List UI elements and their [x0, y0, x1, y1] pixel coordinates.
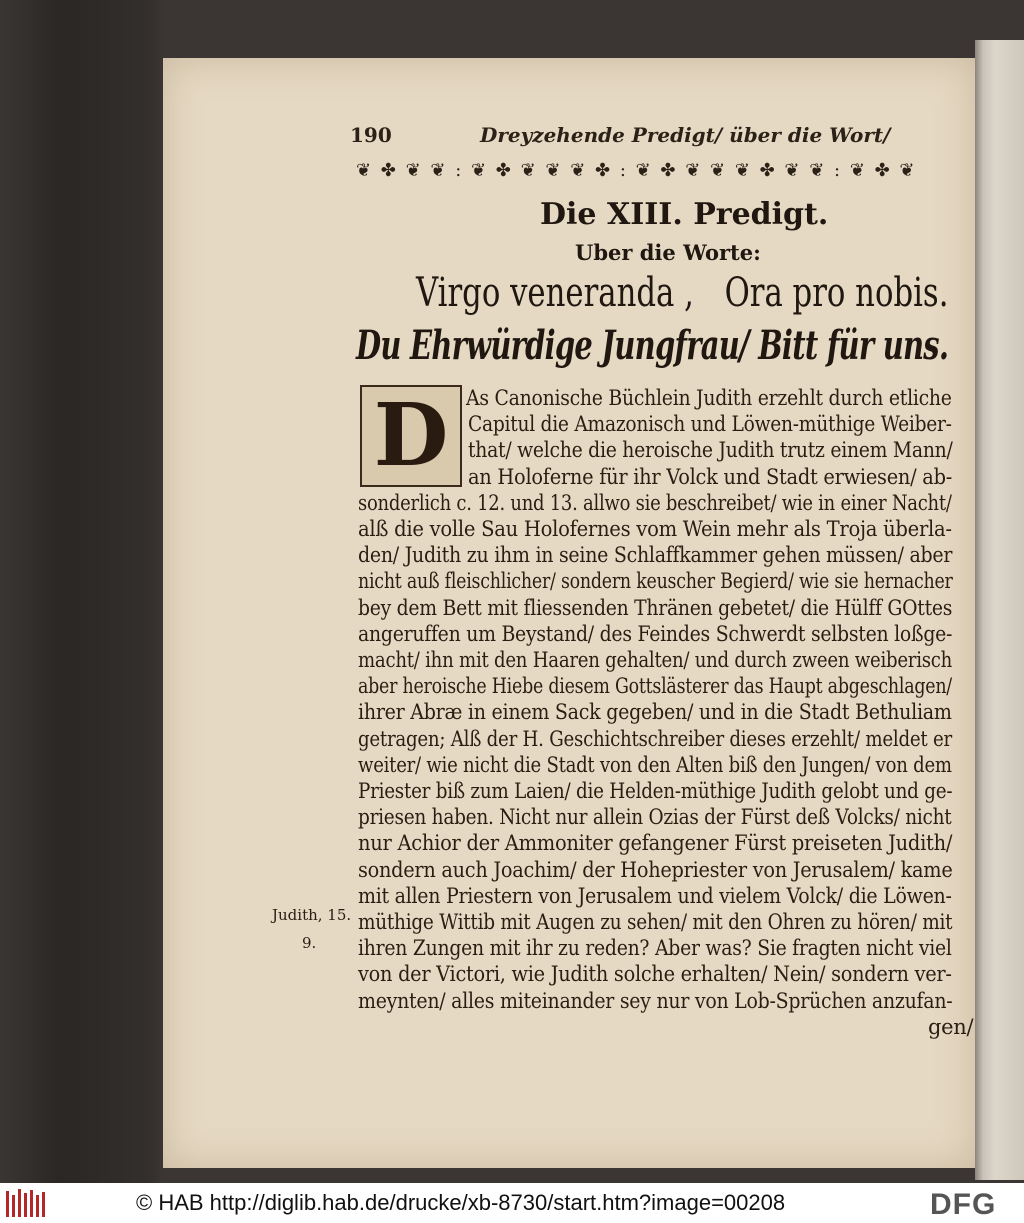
german-title: Du Ehrwürdige Jungfrau/ Bitt für uns. — [356, 322, 949, 369]
text-line: that/ welche die heroische Judith trutz einem Mann/ — [468, 438, 953, 463]
running-head: Dreyzehende Predigt/ über die Wort/ — [480, 123, 891, 147]
text-line: macht/ ihn mit den Haaren gehalten/ und durch zween weiberisch — [358, 648, 953, 672]
text-line: alß die volle Sau Holofernes vom Wein mehr als Troja überla- — [358, 517, 952, 541]
text-line: gen/ — [928, 1014, 974, 1039]
text-line: bey dem Bett mit fliessenden Thränen gebetet/ die Hülff GOttes — [358, 595, 953, 620]
next-page-edge — [975, 40, 1024, 1180]
text-line: mit allen Priestern von Jerusalem und vielem Volck/ die Löwen- — [358, 883, 952, 908]
ornament-band: ❦ ✤ ❦ ❦ : ❦ ✤ ❦ ❦ ❦ ✤ : ❦ ✤ ❦ ❦ ❦ ✤ ❦ ❦ : ❦ ✤ ❦ — [356, 160, 917, 181]
text-line: Priester biß zum Laien/ die Helden-müthige Judith gelobt und ge- — [358, 779, 953, 803]
page-number: 190 — [350, 123, 392, 147]
text-line: ihren Zungen mit ihr zu reden? Aber was? Sie fragten nicht viel — [358, 936, 952, 961]
sermon-title: Die XIII. Predigt. — [540, 197, 829, 232]
margin-note-reference: Judith, 15. — [272, 906, 352, 924]
text-line: As Canonische Büchlein Judith erzehlt durch etliche — [466, 386, 952, 410]
text-line: sonderlich c. 12. und 13. allwo sie beschreibet/ wie in einer Nacht/ — [358, 490, 952, 515]
text-line: sondern auch Joachim/ der Hohepriester von Jerusalem/ kame — [358, 857, 953, 882]
initial-letter: D — [373, 385, 449, 486]
text-line: nicht auß fleischlicher/ sondern keuscher Begierd/ wie sie hernacher — [358, 569, 953, 594]
running-header — [350, 123, 950, 153]
text-line: von der Victori, wie Judith solche erhalten/ Nein/ sondern ver- — [358, 962, 952, 987]
text-line: aber heroische Hiebe diesem Gottslästerer das Haupt abgeschlagen/ — [358, 674, 952, 699]
text-line: den/ Judith zu ihm in seine Schlaffkammer gehen müssen/ aber — [358, 543, 953, 568]
text-line: angeruffen um Beystand/ des Feindes Schwerdt selbsten loßge- — [358, 621, 953, 646]
text-line: meynten/ alles miteinander sey nur von Lob-Sprüchen anzufan- — [358, 988, 953, 1013]
text-line: priesen haben. Nicht nur allein Ozias der Fürst deß Volcks/ nicht — [358, 805, 952, 830]
decorated-initial — [360, 385, 462, 487]
text-line: ihrer Abræ in einem Sack gegeben/ und in die Stadt Bethuliam — [358, 700, 952, 725]
footer-copyright-url: © HAB http://diglib.hab.de/drucke/xb-8730/start.htm?image=00208 — [136, 1190, 786, 1215]
text-line: weiter/ wie nicht die Stadt von den Alten biß den Jungen/ von dem — [358, 752, 952, 777]
hab-logo-icon — [4, 1187, 48, 1219]
text-line: getragen; Alß der H. Geschichtschreiber dieses erzehlt/ meldet er — [358, 726, 952, 751]
latin-title — [416, 270, 948, 316]
latin-title-part-2: Ora pro nobis. — [724, 270, 949, 316]
latin-title-part-1: Virgo veneranda , — [416, 270, 694, 316]
margin-note-verse: 9. — [302, 934, 317, 952]
text-line: nur Achior der Ammoniter gefangener Fürst preiseten Judith/ — [358, 831, 953, 856]
dfg-logo: DFG — [930, 1188, 997, 1221]
text-line: müthige Wittib mit Augen zu sehen/ mit den Ohren zu hören/ mit — [358, 910, 953, 934]
sermon-subtitle: Uber die Worte: — [575, 240, 761, 265]
text-line: Capitul die Amazonisch und Löwen-müthige Weiber- — [468, 412, 952, 437]
text-line: an Holoferne für ihr Volck und Stadt erwiesen/ ab- — [468, 464, 953, 489]
